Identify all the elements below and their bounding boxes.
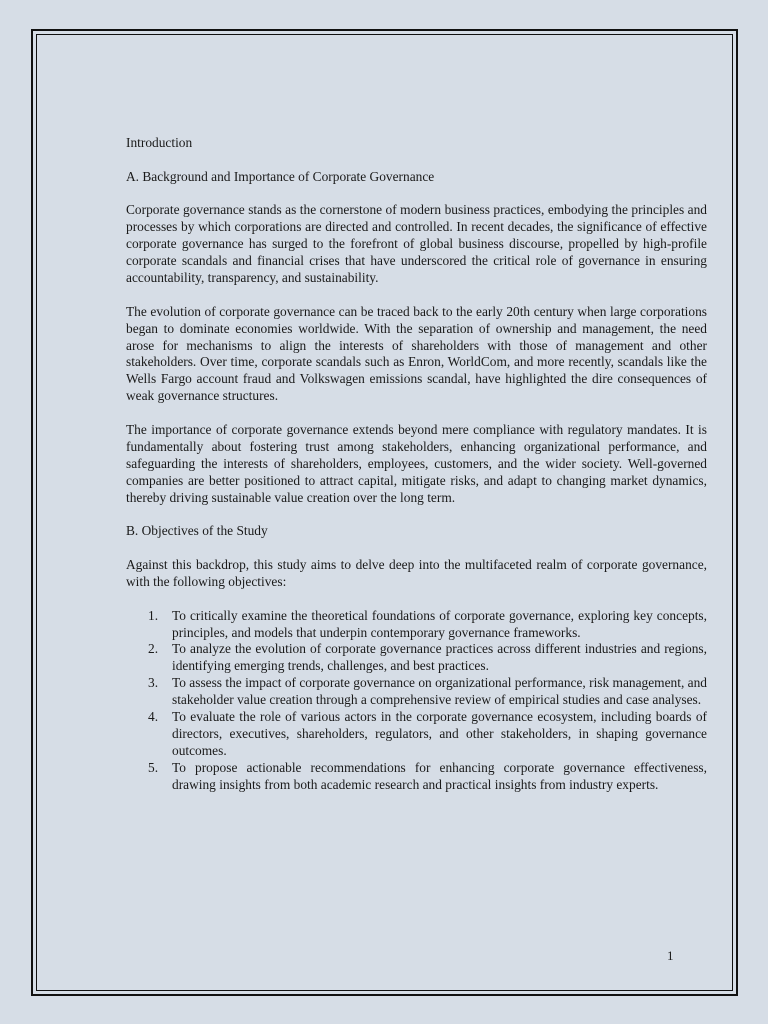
document-page: [31, 29, 738, 996]
page-number: 1: [667, 948, 674, 963]
list-item-number: 5.: [148, 759, 159, 775]
list-item: [126, 675, 707, 709]
objectives-list: [126, 608, 707, 794]
list-item-text: To critically examine the theoretical foundations of corporate governance, exploring key concepts, principles, and models that underpin contemporary governance frameworks.: [172, 607, 707, 640]
list-item: [126, 641, 707, 675]
list-item-text: To evaluate the role of various actors in the corporate governance ecosystem, including boards of directors, executives, shareholders, regulators, and other stakeholders, in shaping governance outcomes.: [172, 709, 707, 758]
section-a-paragraph-1: Corporate governance stands as the cornerstone of modern business practices, embodying the principles and processes by which corporations are directed and controlled. In recent decades, the significance of effective corporate governance has surged to the forefront of global business discourse, propelled by high-profile corporate scandals and financial crises that have underscored the critical role of governance in ensuring accountability, transparency, and sustainability.: [126, 202, 707, 286]
section-a-heading: A. Background and Importance of Corporate Governance: [126, 168, 435, 184]
section-b-intro: Against this backdrop, this study aims to delve deep into the multifaceted realm of corporate governance, with the following objectives:: [126, 557, 707, 589]
section-b-heading: B. Objectives of the Study: [126, 523, 268, 539]
list-item-text: To assess the impact of corporate governance on organizational performance, risk management, and stakeholder value creation through a comprehensive review of empirical studies and case analyses.: [172, 675, 707, 708]
list-item: [126, 608, 707, 642]
list-item-number: 1.: [148, 607, 159, 623]
section-a-paragraph-3: The importance of corporate governance extends beyond mere compliance with regulatory mandates. It is fundamentally about fostering trust among stakeholders, enhancing organizational performance, and safeguarding the interests of shareholders, employees, customers, and the wider society. Well-governed companies are better positioned to attract capital, mitigate risks, and adapt to changing market dynamics, thereby driving sustainable value creation over the long term.: [126, 421, 707, 505]
list-item-text: To propose actionable recommendations for enhancing corporate governance effectiveness, drawing insights from both academic research and practical insights from industry experts.: [172, 759, 707, 792]
list-item-number: 3.: [148, 675, 159, 691]
list-item: [126, 709, 707, 760]
list-item-text: To analyze the evolution of corporate governance practices across different industries and regions, identifying emerging trends, challenges, and best practices.: [172, 641, 707, 674]
document-content: [126, 135, 707, 794]
list-item-number: 4.: [148, 709, 159, 725]
list-item-number: 2.: [148, 641, 159, 657]
document-title: Introduction: [126, 135, 193, 150]
list-item: [126, 760, 707, 794]
section-a-paragraph-2: The evolution of corporate governance can be traced back to the early 20th century when large corporations began to dominate economies worldwide. With the separation of ownership and management, the need arose for mechanisms to align the interests of shareholders with those of management and other stakeholders. Over time, corporate scandals such as Enron, WorldCom, and more recently, scandals like the Wells Fargo account fraud and Volkswagen emissions scandal, have highlighted the dire consequences of weak governance structures.: [126, 303, 707, 404]
